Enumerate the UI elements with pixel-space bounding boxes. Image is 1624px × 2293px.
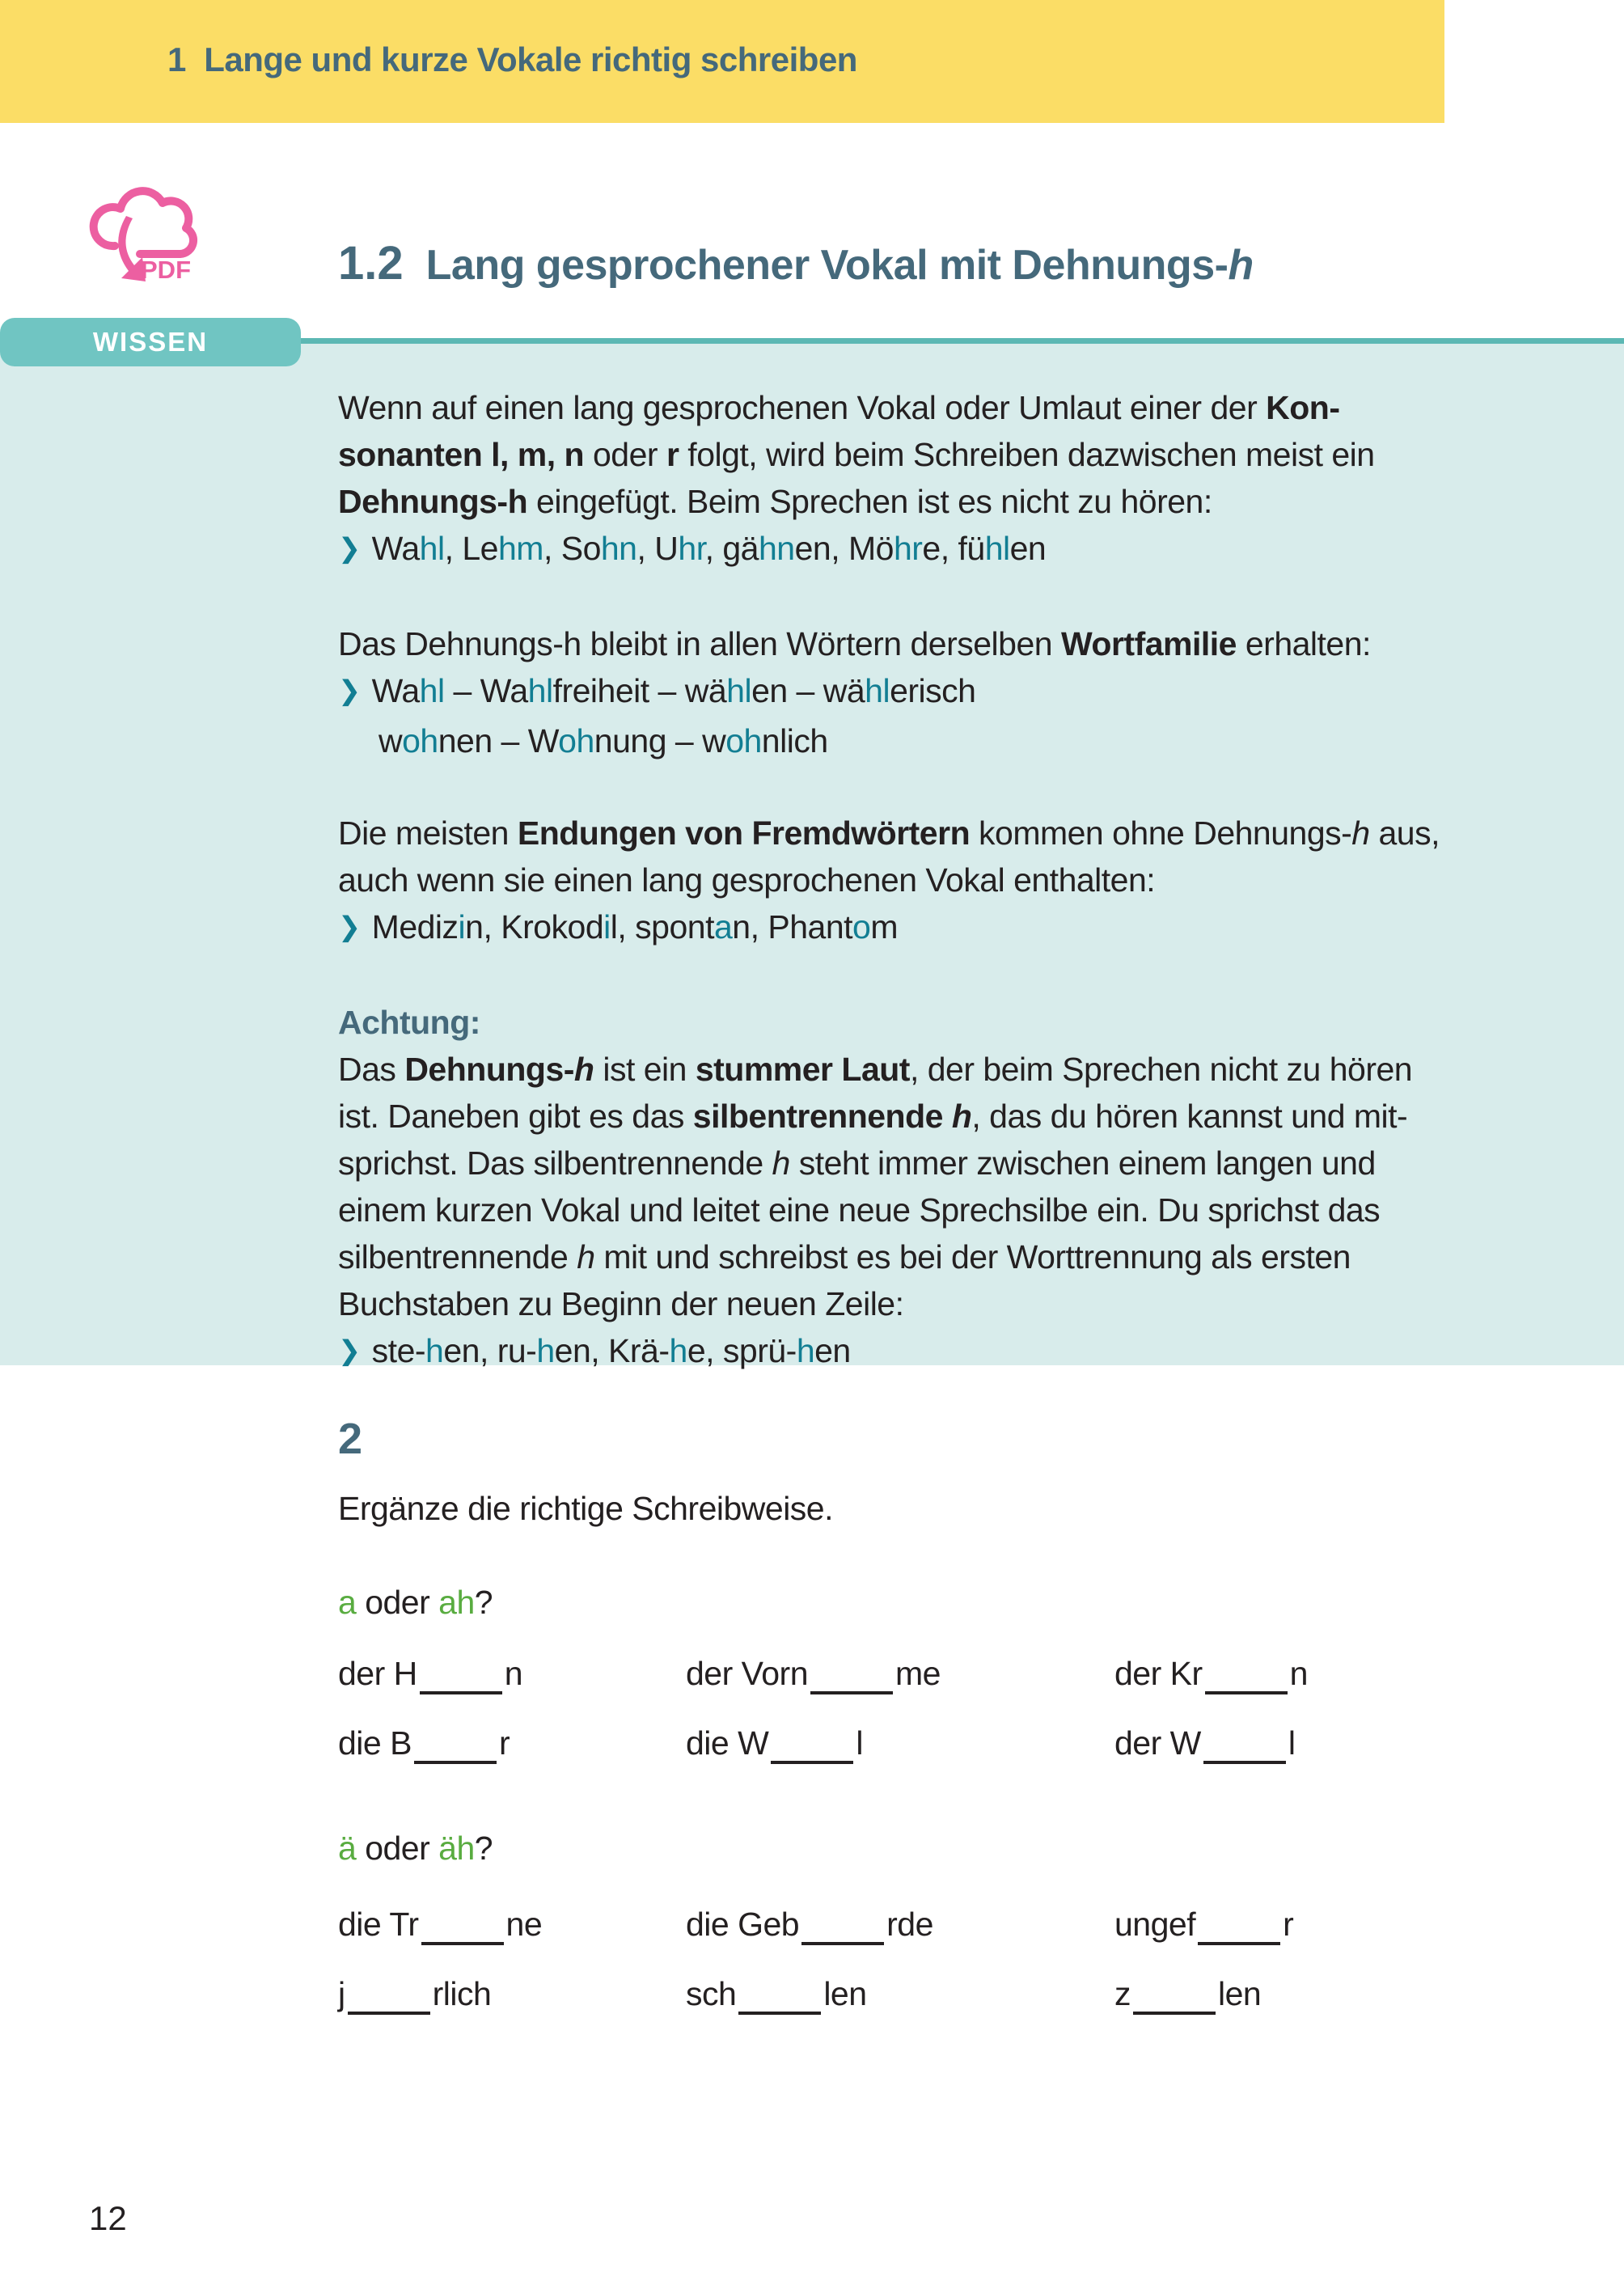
chevron-bullet-icon: ❯	[338, 676, 361, 706]
wissen-tab-label: WISSEN	[92, 327, 209, 357]
text-segment: Kon-	[1266, 389, 1340, 426]
text-segment: n	[504, 1655, 523, 1692]
text-segment: sch	[686, 1975, 737, 2012]
answer-blank-line	[421, 1942, 504, 1945]
text-segment: oder	[584, 436, 666, 473]
knowledge-text-line	[338, 1046, 1575, 1093]
exercise-group-b-heading	[338, 1830, 1575, 1868]
text-segment: l	[1288, 1724, 1296, 1762]
text-segment: oder	[356, 1830, 439, 1867]
text-segment: e, sprü-	[687, 1332, 797, 1369]
text-segment: Dehnungs-	[404, 1051, 574, 1088]
text-segment: h	[425, 1332, 444, 1369]
text-segment: l	[856, 1724, 863, 1762]
knowledge-text-line	[338, 384, 1575, 431]
answer-blank-line	[771, 1761, 853, 1764]
answer-blank-line	[810, 1691, 893, 1694]
text-segment: der H	[338, 1655, 417, 1692]
knowledge-box	[0, 338, 1624, 1369]
text-segment: hl	[527, 672, 553, 709]
text-segment: kommen ohne Dehnungs-	[970, 814, 1352, 852]
text-segment: n, Phant	[732, 908, 853, 946]
text-segment: auch wenn sie einen lang gesprochenen Vokal enthalten:	[338, 861, 1156, 899]
text-segment: , gä	[704, 530, 759, 567]
text-segment: , der beim Sprechen nicht zu hören	[909, 1051, 1413, 1088]
answer-blank-line	[1203, 1761, 1286, 1764]
answer-blank-line	[1133, 2012, 1216, 2015]
text-segment: r	[1283, 1906, 1294, 1943]
fill-blank-item	[686, 1901, 1114, 1948]
text-segment: Buchstaben zu Beginn der neuen Zeile:	[338, 1285, 904, 1322]
fill-blank-item	[338, 1901, 686, 1948]
text-segment: äh	[438, 1830, 475, 1867]
text-segment: Dehnungs-h	[338, 483, 528, 520]
text-segment: der Vorn	[686, 1655, 808, 1692]
text-segment: stummer Laut	[695, 1051, 910, 1088]
text-segment: ist ein	[594, 1051, 696, 1088]
text-segment: nen – W	[438, 722, 559, 759]
text-segment: silbentrennende	[338, 1238, 577, 1276]
text-segment: h	[536, 1332, 555, 1369]
text-segment: l, spont	[610, 908, 714, 946]
text-segment: h	[1351, 814, 1370, 852]
text-segment: h	[951, 1098, 972, 1135]
exercise-group-a-row-1	[338, 1650, 1575, 1697]
text-segment: i	[458, 908, 466, 946]
text-segment: en, Mö	[794, 530, 894, 567]
chapter-title: 1 Lange und kurze Vokale richtig schreiben	[167, 40, 857, 78]
text-segment: h	[772, 1144, 790, 1182]
pdf-download-icon[interactable]	[87, 176, 209, 285]
text-segment: Das	[338, 1051, 405, 1088]
text-segment: ungef	[1114, 1906, 1196, 1943]
chapter-header-bar	[0, 0, 1444, 123]
text-segment: len	[823, 1975, 867, 2012]
text-segment: rlich	[432, 1975, 492, 2012]
text-segment: die Tr	[338, 1906, 419, 1943]
text-segment: nung – w	[594, 722, 726, 759]
wissen-tab	[0, 318, 301, 366]
text-segment: Lang gesprochener Vokal mit Dehnungs-	[425, 242, 1229, 289]
knowledge-text-line	[338, 431, 1575, 478]
fill-blank-item	[1114, 1970, 1575, 2017]
knowledge-paragraph	[338, 810, 1575, 954]
text-segment: o	[852, 908, 871, 946]
text-segment: sprichst. Das silbentrennende	[338, 1144, 772, 1182]
answer-blank-line	[738, 2012, 821, 2015]
text-segment: ?	[474, 1830, 493, 1867]
text-segment: Achtung:	[338, 1004, 480, 1041]
text-segment: a	[713, 908, 733, 946]
knowledge-text-line	[338, 478, 1575, 525]
answer-blank-line	[801, 1942, 884, 1945]
fill-blank-item	[1114, 1720, 1575, 1766]
answer-blank-line	[414, 1761, 497, 1764]
text-segment: erhalten:	[1236, 625, 1371, 662]
knowledge-paragraph	[338, 620, 1575, 764]
text-segment: der W	[1114, 1724, 1201, 1762]
exercise-instruction: Ergänze die richtige Schreibweise.	[338, 1490, 833, 1527]
text-segment: die Geb	[686, 1906, 800, 1943]
example-line	[338, 903, 1575, 954]
text-segment: en, ru-	[443, 1332, 537, 1369]
knowledge-box-content	[338, 384, 1575, 1377]
answer-blank-line	[1198, 1942, 1280, 1945]
answer-blank-line	[1205, 1691, 1288, 1694]
text-segment: hl	[984, 530, 1010, 567]
text-segment: ne	[505, 1906, 543, 1943]
text-segment: , Le	[444, 530, 498, 567]
knowledge-text-line	[338, 717, 1575, 764]
section-number: 1.2	[338, 237, 404, 290]
knowledge-text-line	[338, 857, 1575, 903]
exercise-group-b-row-2	[338, 1970, 1575, 2017]
text-segment: einem kurzen Vokal und leitet eine neue Sprechsilbe ein. Du sprichst das	[338, 1191, 1381, 1229]
knowledge-text-line	[338, 1093, 1575, 1140]
fill-blank-item	[1114, 1901, 1575, 1948]
text-segment: z	[1114, 1975, 1131, 2012]
pdf-icon-label: PDF	[141, 256, 191, 284]
fill-blank-item	[686, 1970, 1114, 2017]
text-segment: e, fü	[922, 530, 985, 567]
text-segment: r	[498, 1724, 510, 1762]
text-segment: freiheit – wä	[552, 672, 727, 709]
text-segment: , U	[636, 530, 679, 567]
text-segment: mit und schreibst es bei der Worttrennung als ersten	[594, 1238, 1351, 1276]
text-segment: oh	[558, 722, 594, 759]
text-segment: steht immer zwischen einem langen und	[789, 1144, 1376, 1182]
text-segment: , So	[543, 530, 601, 567]
knowledge-text-line	[338, 1280, 1575, 1327]
text-segment: rde	[886, 1906, 933, 1943]
text-segment: en – wä	[751, 672, 865, 709]
text-segment: Wa	[371, 530, 420, 567]
fill-blank-item	[338, 1720, 686, 1766]
text-segment: i	[603, 908, 611, 946]
section-title-text	[426, 242, 1254, 289]
knowledge-paragraph	[338, 384, 1575, 575]
chevron-bullet-icon: ❯	[338, 534, 361, 564]
fill-blank-item	[338, 1970, 686, 2017]
text-segment: me	[895, 1655, 941, 1692]
exercise-group-b-row-1	[338, 1901, 1575, 1948]
fill-blank-item	[686, 1720, 1114, 1766]
chevron-bullet-icon: ❯	[338, 912, 361, 942]
text-segment: n, Krokod	[465, 908, 604, 946]
exercise-group-a-row-2	[338, 1720, 1575, 1766]
text-segment: h	[796, 1332, 815, 1369]
text-segment: h	[1228, 242, 1254, 289]
text-segment: silbentrennende	[692, 1098, 952, 1135]
answer-blank-line	[420, 1691, 502, 1694]
text-segment: hl	[419, 672, 445, 709]
text-segment: en	[1009, 530, 1047, 567]
text-segment: ä	[338, 1830, 357, 1867]
text-segment: – Wa	[444, 672, 528, 709]
knowledge-text-line	[338, 620, 1575, 667]
exercise-group-a-heading	[338, 1584, 1575, 1622]
text-segment: Wenn auf einen lang gesprochenen Vokal oder Umlaut einer der	[338, 389, 1267, 426]
text-segment: sonanten l, m, n	[338, 436, 585, 473]
text-segment: hl	[419, 530, 445, 567]
text-segment: folgt, wird beim Schreiben dazwischen meist ein	[679, 436, 1375, 473]
text-segment: a	[338, 1584, 357, 1621]
text-segment: h	[669, 1332, 687, 1369]
example-line	[338, 1327, 1575, 1377]
text-segment: hn	[758, 530, 795, 567]
cloud-icon	[94, 191, 193, 254]
text-segment: r	[666, 436, 679, 473]
exercise-number: 2	[338, 1415, 362, 1463]
text-segment: die W	[686, 1724, 769, 1762]
text-segment: oh	[725, 722, 762, 759]
text-segment: hn	[600, 530, 637, 567]
knowledge-text-line	[338, 1233, 1575, 1280]
knowledge-text-line	[338, 1140, 1575, 1187]
text-segment: Die meisten	[338, 814, 518, 852]
answer-blank-line	[348, 2012, 430, 2015]
text-segment: hr	[678, 530, 705, 567]
knowledge-text-line	[338, 1187, 1575, 1233]
example-line	[338, 667, 1575, 717]
knowledge-text-line	[338, 999, 1575, 1046]
text-segment: erisch	[890, 672, 976, 709]
text-segment: len	[1218, 1975, 1262, 2012]
text-segment: der Kr	[1114, 1655, 1203, 1692]
text-segment: h	[577, 1238, 595, 1276]
text-segment: Wortfamilie	[1060, 625, 1237, 662]
example-line	[338, 525, 1575, 575]
chevron-bullet-icon: ❯	[338, 1336, 361, 1366]
text-segment: oh	[402, 722, 438, 759]
text-segment: w	[379, 722, 403, 759]
text-segment: hl	[865, 672, 890, 709]
fill-blank-item	[686, 1650, 1114, 1697]
text-segment: en, Krä-	[554, 1332, 670, 1369]
knowledge-text-line	[338, 810, 1575, 857]
fill-blank-item	[338, 1650, 686, 1697]
text-segment: n	[1289, 1655, 1308, 1692]
text-segment: die B	[338, 1724, 412, 1762]
text-segment: ste-	[371, 1332, 426, 1369]
text-segment: h	[573, 1051, 594, 1088]
text-segment: , das du hören kannst und mit-	[971, 1098, 1408, 1135]
text-segment: en	[814, 1332, 851, 1369]
text-segment: ah	[438, 1584, 475, 1621]
fill-blank-item	[1114, 1650, 1575, 1697]
text-segment: Endungen von Fremdwörtern	[517, 814, 971, 852]
text-segment: nlich	[761, 722, 828, 759]
text-segment: Mediz	[371, 908, 459, 946]
text-segment: Das Dehnungs-h bleibt in allen Wörtern derselben	[338, 625, 1061, 662]
text-segment: hr	[893, 530, 923, 567]
text-segment: j	[338, 1975, 345, 2012]
page-number: 12	[89, 2199, 127, 2237]
text-segment: Wa	[371, 672, 420, 709]
text-segment: ?	[474, 1584, 493, 1621]
text-segment: m	[870, 908, 898, 946]
text-segment: aus,	[1369, 814, 1440, 852]
knowledge-paragraph	[338, 999, 1575, 1377]
text-segment: hm	[497, 530, 543, 567]
text-segment: ist. Daneben gibt es das	[338, 1098, 693, 1135]
text-segment: hl	[726, 672, 752, 709]
text-segment: oder	[356, 1584, 439, 1621]
section-title	[338, 236, 1254, 290]
text-segment: eingefügt. Beim Sprechen ist es nicht zu hören:	[527, 483, 1212, 520]
